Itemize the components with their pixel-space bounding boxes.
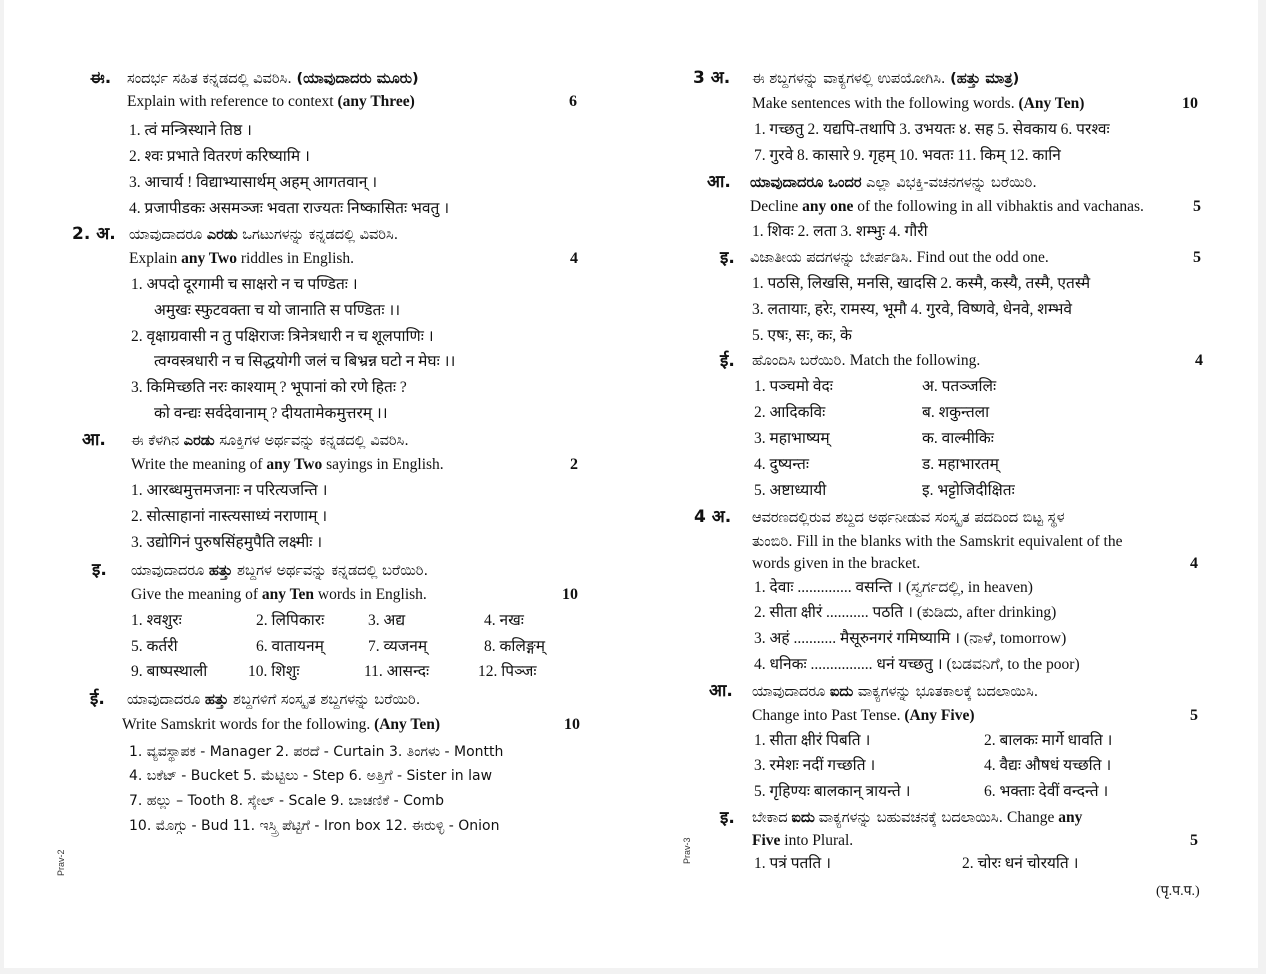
list-item: त्वग्वस्त्रधारी न च सिद्धयोगी जलं च बिभ्रन्न घटो न मेघः ।। xyxy=(154,353,456,370)
list-item: 3. किमिच्छति नरः काश्याम् ? भूपानां को रणे हितः ? xyxy=(131,379,407,396)
list-item: 4. नखः xyxy=(484,612,524,629)
exam-sheet xyxy=(4,0,1258,968)
text: Decline xyxy=(750,198,799,215)
list-item: ड. महाभारतम् xyxy=(922,456,999,473)
question-instruction-kannada xyxy=(127,69,419,89)
text: any Two xyxy=(266,456,323,473)
text: ಐದು xyxy=(829,684,854,700)
text: sayings in English. xyxy=(326,456,444,473)
list-item: 1. गच्छतु 2. यद्यपि-तथापि 3. उभयतः ४. सह 5. सेवकाय 6. परश्वः xyxy=(754,121,1110,138)
list-item: 1. शिवः 2. लता 3. शम्भुः 4. गौरी xyxy=(752,223,928,240)
question-instruction-kannada xyxy=(750,173,1037,193)
page-side-label: Prav-2 xyxy=(56,849,66,876)
list-item: 3. लतायाः, हरेः, रामस्य, भूमौ 4. गुरवे, विष्णवे, धेनवे, शम्भवे xyxy=(752,301,1072,318)
question-instruction-kannada xyxy=(131,561,428,581)
text: ಯಾವುದಾದರೂ ಒಂದರ xyxy=(750,175,862,191)
question-number: ई. xyxy=(90,689,105,709)
question-instruction-english xyxy=(131,585,427,605)
text: ಹತ್ತು xyxy=(208,563,233,579)
question-instruction-kannada xyxy=(752,69,1019,89)
text: ಯಾವುದಾದರೂ xyxy=(127,692,201,708)
list-item: 1. ವ್ಯವಸ್ಥಾಪಕ - Manager 2. ಪರದೆ - Curtain 3. ತಿಂಗಳು - Montth xyxy=(129,744,504,760)
list-item: 5. कर्तरी xyxy=(131,638,178,655)
question-number: ई. xyxy=(720,351,735,371)
text: ಹತ್ತು xyxy=(204,692,229,708)
question-instruction-kannada xyxy=(127,690,420,710)
list-item: 5. एषः, सः, कः, के xyxy=(752,327,852,344)
question-number: 2. अ. xyxy=(72,224,116,244)
list-item: 1. पञ्चमो वेदः xyxy=(754,378,833,395)
list-item: 4. वैद्यः औषधं यच्छति । xyxy=(984,757,1112,774)
list-item: 6. वातायनम् xyxy=(256,638,324,655)
question-number: इ. xyxy=(720,808,735,828)
question-instruction-kannada xyxy=(131,431,409,451)
question-instruction xyxy=(752,351,980,371)
question-number: ಈ. xyxy=(90,68,112,88)
marks: 10 xyxy=(564,716,580,733)
question-instruction xyxy=(752,808,1082,828)
text: of the following in all vibhaktis and vachanas. xyxy=(857,198,1144,215)
list-item: 1. पठसि, लिखसि, मनसि, खादसि 2. कस्मै, कस्यै, तस्मै, एतस्मै xyxy=(752,275,1091,292)
list-item: 3. आचार्य ! विद्याभ्यासार्थम् अहम् आगतवान् । xyxy=(129,174,378,191)
text: ಶಬ್ದಗಳಿಗೆ ಸಂಸ್ಕೃತ ಶಬ್ದಗಳನ್ನು ಬರೆಯಿರಿ. xyxy=(233,692,421,708)
text: ವಿಜಾತೀಯ ಪದಗಳನ್ನು ಬೇರ್ಪಡಿಸಿ. xyxy=(750,250,913,266)
list-item: 2. वृक्षाग्रवासी न तु पक्षिराजः त्रिनेत्रधारी न च शूलपाणिः । xyxy=(131,328,434,345)
list-item: 7. व्यजनम् xyxy=(368,638,428,655)
list-item: 2. चोरः धनं चोरयति । xyxy=(962,855,1079,872)
list-item: 6. भक्ताः देवीं वन्दन्ते । xyxy=(984,783,1109,800)
list-item: 1. अपदो दूरगामी च साक्षरो न च पण्डितः । xyxy=(131,276,358,293)
text: ಸಂದರ್ಭ ಸಹಿತ ಕನ್ನಡದಲ್ಲಿ ವಿವರಿಸಿ. xyxy=(127,71,292,87)
question-number: इ. xyxy=(720,248,735,268)
question-instruction-english xyxy=(122,715,440,735)
question-number: आ. xyxy=(709,681,733,701)
list-item: इ. भट्टोजिदीक्षितः xyxy=(922,482,1015,499)
text: ವಾಕ್ಯಗಳನ್ನು ಭೂತಕಾಲಕ್ಕೆ ಬದಲಾಯಿಸಿ. xyxy=(857,684,1039,700)
marks: 4 xyxy=(1190,555,1198,572)
list-item: 10. ಮೊಗ್ಗು - Bud 11. ಇಸ್ತ್ರಿ ಪೆಟ್ಟಿಗೆ - Iron box 12. ಈರುಳ್ಳಿ - Onion xyxy=(129,818,500,834)
text: (ಹತ್ತು ಮಾತ್ರ) xyxy=(950,71,1020,87)
text: Explain with reference to context xyxy=(127,93,334,110)
text: ಸೂಕ್ತಿಗಳ ಅರ್ಥವನ್ನು ಕನ್ನಡದಲ್ಲಿ ವಿವರಿಸಿ. xyxy=(219,433,409,449)
marks: 10 xyxy=(1182,95,1198,112)
question-instruction-english xyxy=(752,706,975,726)
question-instruction-english xyxy=(752,94,1084,114)
question-number: आ. xyxy=(82,430,106,450)
marks: 5 xyxy=(1193,198,1201,215)
marks: 5 xyxy=(1190,832,1198,849)
list-item: ब. शकुन्तला xyxy=(922,404,990,421)
page-side-label: Prav-3 xyxy=(682,837,692,864)
list-item: 8. कलिङ्गम् xyxy=(484,638,546,655)
text: (Any Five) xyxy=(904,707,975,724)
text: ಐದು xyxy=(791,810,815,826)
list-item: 3. उद्योगिनं पुरुषसिंहमुपैति लक्ष्मीः । xyxy=(131,534,323,551)
list-item: 2. बालकः मार्गे धावति । xyxy=(984,732,1113,749)
question-instruction xyxy=(750,248,1049,268)
text: ತುಂಬಿರಿ. xyxy=(752,534,793,550)
text: Find out the odd one. xyxy=(916,249,1049,266)
text: Fill in the blanks with the Samskrit equivalent of the xyxy=(796,533,1123,550)
text: Change xyxy=(1007,809,1055,826)
question-number: इ. xyxy=(92,560,107,580)
text: into Plural. xyxy=(784,832,854,849)
list-item: 5. अष्टाध्यायी xyxy=(754,482,827,499)
list-item: 4. प्रजापीडकः असमञ्जः भवता राज्यतः निष्कासितः भवतु । xyxy=(129,200,450,217)
marks: 4 xyxy=(570,250,578,267)
list-item: 3. रमेशः नदीं गच्छति । xyxy=(754,757,876,774)
question-number: आ. xyxy=(707,172,731,192)
text: any xyxy=(1058,809,1083,826)
list-item: 2. सीता क्षीरं ........... पठति । (ಕುಡಿದು, after drinking) xyxy=(754,604,1057,621)
text: (ಯಾವುದಾದರು ಮೂರು) xyxy=(296,71,419,87)
list-item: 10. शिशुः xyxy=(248,663,300,680)
text: ಒಗಟುಗಳನ್ನು ಕನ್ನಡದಲ್ಲಿ ವಿವರಿಸಿ. xyxy=(242,227,399,243)
question-instruction xyxy=(752,532,1123,552)
list-item: 1. श्वशुरः xyxy=(131,612,182,629)
question-instruction-english xyxy=(127,92,415,112)
question-instruction-kannada xyxy=(752,682,1038,702)
list-item: 1. सीता क्षीरं पिबति । xyxy=(754,732,871,749)
question-instruction-english xyxy=(131,455,444,475)
text: ಯಾವುದಾದರೂ xyxy=(131,563,205,579)
text: ಈ ಶಬ್ದಗಳನ್ನು ವಾಕ್ಯಗಳಲ್ಲಿ ಉಪಯೋಗಿಸಿ. xyxy=(752,71,946,87)
list-item: 12. पिञ्जः xyxy=(478,663,537,680)
text: Change into Past Tense. xyxy=(752,707,901,724)
question-instruction-english xyxy=(750,197,1144,217)
text: Explain xyxy=(129,250,178,267)
text: (Any Ten) xyxy=(1018,95,1085,112)
text: ಯಾವುದಾದರೂ xyxy=(752,684,826,700)
question-instruction-kannada xyxy=(129,225,398,245)
page-footer: (पृ.प.प.) xyxy=(1156,884,1200,899)
text: Five xyxy=(752,832,781,849)
marks: 6 xyxy=(569,93,577,110)
question-number: 4 अ. xyxy=(694,507,732,527)
list-item: 11. आसन्दः xyxy=(364,663,430,680)
question-instruction-english xyxy=(129,249,354,269)
text: (any Three) xyxy=(337,93,415,110)
list-item: 3. अद्य xyxy=(368,612,406,629)
text: ವಾಕ್ಯಗಳನ್ನು ಬಹುವಚನಕ್ಕೆ ಬದಲಾಯಿಸಿ. xyxy=(818,810,1004,826)
list-item: 2. लिपिकारः xyxy=(256,612,325,629)
list-item: 4. धनिकः ................ धनं यच्छतु । (ಬಡವನಿಗೆ, to the poor) xyxy=(754,656,1080,673)
text: Match the following. xyxy=(849,352,981,369)
list-item: 3. महाभाष्यम् xyxy=(754,430,830,447)
text: ಎಲ್ಲಾ ವಿಭಕ್ತಿ-ವಚನಗಳನ್ನು ಬರೆಯಿರಿ. xyxy=(866,175,1037,191)
list-item: 3. अहं ........... मैसूरुनगरं गमिष्यामि । (ನಾಳೆ, tomorrow) xyxy=(754,630,1067,647)
text: ಎರಡು xyxy=(183,433,215,449)
question-number: 3 अ. xyxy=(693,68,731,88)
question-instruction-english: words given in the bracket. xyxy=(752,555,921,572)
text: any Two xyxy=(181,250,237,267)
text: (Any Ten) xyxy=(374,716,440,733)
text: ಯಾವುದಾದರೂ xyxy=(129,227,203,243)
text: ಬೇಕಾದ xyxy=(752,810,788,826)
marks: 4 xyxy=(1195,352,1203,369)
text: any one xyxy=(802,198,854,215)
list-item: 1. आरब्धमुत्तमजनाः न परित्यजन्ति । xyxy=(131,482,328,499)
list-item: क. वाल्मीकिः xyxy=(922,430,994,447)
list-item: 5. गृहिण्यः बालकान् त्रायन्ते । xyxy=(754,783,911,800)
question-instruction-kannada: ಆವರಣದಲ್ಲಿರುವ ಶಬ್ದದ ಅರ್ಥನೀಡುವ ಸಂಸ್ಕೃತ ಪದದಿಂದ ಬಿಟ್ಟ ಸ್ಥಳ xyxy=(752,510,1065,526)
list-item: 4. दुष्यन्तः xyxy=(754,456,809,473)
marks: 5 xyxy=(1193,249,1201,266)
list-item: 1. देवाः .............. वसन्ति । (ಸ್ವರ್ಗದಲ್ಲಿ, in heaven) xyxy=(754,579,1033,596)
list-item: 7. ಹಲ್ಲು – Tooth 8. ಸ್ಕೇಲ್ - Scale 9. ಬಾಚಣಿಕೆ - Comb xyxy=(129,793,445,809)
text: ಈ ಕೆಳಗಿನ xyxy=(131,433,180,449)
marks: 2 xyxy=(570,456,578,473)
list-item: 4. ಬಕೆಟ್ - Bucket 5. ಮೆಟ್ಟಿಲು - Step 6. ಅತ್ತಿಗೆ - Sister in law xyxy=(129,768,493,784)
list-item: 2. श्वः प्रभाते वितरणं करिष्यामि । xyxy=(129,148,310,165)
list-item: 2. आदिकविः xyxy=(754,404,826,421)
marks: 10 xyxy=(562,586,578,603)
text: Write Samskrit words for the following. xyxy=(122,716,371,733)
text: Give the meaning of xyxy=(131,586,258,603)
list-item: अ. पतञ्जलिः xyxy=(922,378,997,395)
list-item: अमुखः स्फुटवक्ता च यो जानाति स पण्डितः ।। xyxy=(154,302,401,319)
list-item: को वन्द्यः सर्वदेवानाम् ? दीयतामेकमुत्तरम् ।। xyxy=(154,405,388,422)
text: Make sentences with the following words. xyxy=(752,95,1015,112)
marks: 5 xyxy=(1190,707,1198,724)
text: riddles in English. xyxy=(240,250,355,267)
question-instruction-english xyxy=(752,831,853,851)
list-item: 1. त्वं मन्त्रिस्थाने तिष्ठ । xyxy=(129,122,252,139)
list-item: 2. सोत्साहानां नास्त्यसाध्यं नराणाम् । xyxy=(131,508,328,525)
list-item: 7. गुरवे 8. कासारे 9. गृहम् 10. भवतः 11. किम् 12. कानि xyxy=(754,147,1061,164)
text: ಶಬ್ದಗಳ ಅರ್ಥವನ್ನು ಕನ್ನಡದಲ್ಲಿ ಬರೆಯಿರಿ. xyxy=(237,563,429,579)
text: words in English. xyxy=(317,586,427,603)
text: ಎರಡು xyxy=(206,227,238,243)
list-item: 9. बाष्पस्थाली xyxy=(131,663,208,680)
list-item: 1. पत्रं पतति । xyxy=(754,855,831,872)
text: ಹೊಂದಿಸಿ ಬರೆಯಿರಿ. xyxy=(752,353,846,369)
text: any Ten xyxy=(261,586,314,603)
text: Write the meaning of xyxy=(131,456,263,473)
